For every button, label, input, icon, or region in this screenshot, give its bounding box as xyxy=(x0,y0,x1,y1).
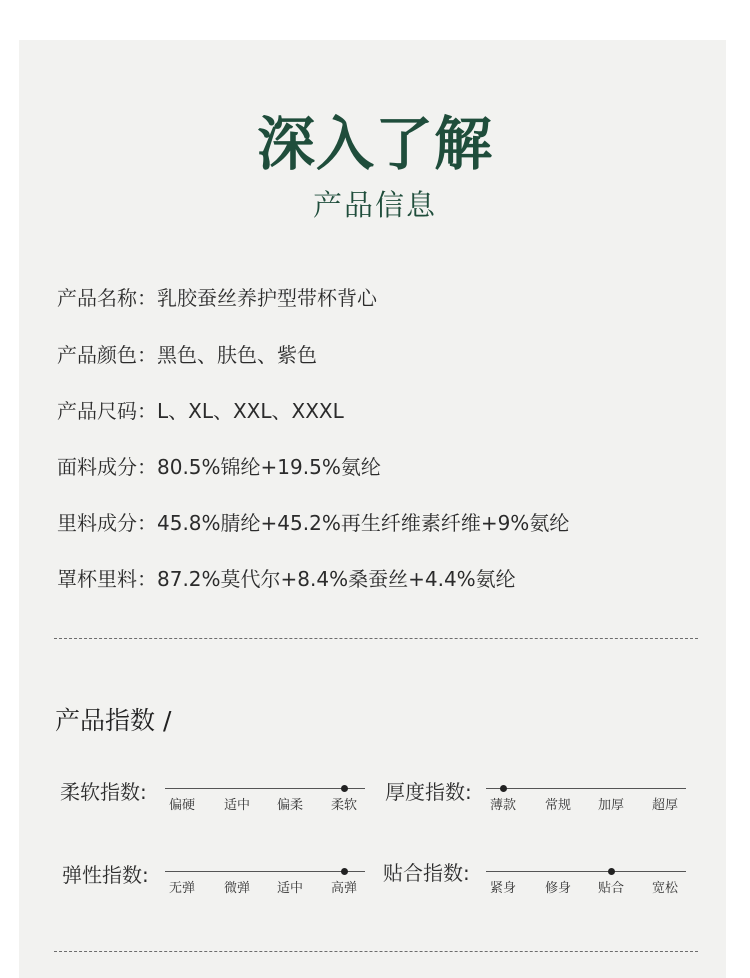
scale-option: 超厚 xyxy=(651,798,678,813)
scale-option: 无弹 xyxy=(168,881,195,896)
index-label-fit: 贴合指数: xyxy=(383,861,470,885)
info-row-fabric xyxy=(57,453,381,481)
scale-option: 微弹 xyxy=(223,881,250,896)
info-value: 87.2%莫代尔+8.4%桑蚕丝+4.4%氨纶 xyxy=(157,567,516,591)
scale-option: 常规 xyxy=(544,798,571,813)
page-subtitle: 产品信息 xyxy=(312,188,437,222)
scale-option: 贴合 xyxy=(597,881,624,896)
scale-track xyxy=(165,871,365,872)
info-row-name xyxy=(57,284,377,312)
scale-option: 修身 xyxy=(544,881,571,896)
info-value: L、XL、XXL、XXXL xyxy=(157,399,344,423)
softness-scale xyxy=(165,785,365,815)
index-label-softness: 柔软指数: xyxy=(60,780,147,804)
scale-marker xyxy=(500,785,507,792)
scale-track xyxy=(486,871,686,872)
scale-marker xyxy=(341,785,348,792)
info-label: 产品尺码： xyxy=(57,399,157,423)
info-label: 产品名称： xyxy=(57,286,157,310)
scale-track xyxy=(165,788,365,789)
scale-option: 适中 xyxy=(223,798,250,813)
info-row-cup-lining xyxy=(57,565,516,593)
scale-option: 加厚 xyxy=(597,798,624,813)
scale-track xyxy=(486,788,686,789)
info-label: 面料成分： xyxy=(57,455,157,479)
info-label: 产品颜色： xyxy=(57,343,157,367)
scale-option: 紧身 xyxy=(489,881,516,896)
scale-marker xyxy=(608,868,615,875)
fit-scale xyxy=(486,868,686,898)
scale-option: 偏硬 xyxy=(168,798,195,813)
index-label-elasticity: 弹性指数: xyxy=(62,863,149,887)
info-value: 45.8%腈纶+45.2%再生纤维素纤维+9%氨纶 xyxy=(157,511,570,535)
elasticity-scale xyxy=(165,868,365,898)
info-label: 罩杯里料： xyxy=(57,567,157,591)
section-title: 产品指数 / xyxy=(55,706,172,735)
scale-option: 高弹 xyxy=(330,881,357,896)
scale-option: 偏柔 xyxy=(276,798,303,813)
info-row-size xyxy=(57,397,344,425)
info-value: 黑色、肤色、紫色 xyxy=(157,343,317,367)
info-label: 里料成分： xyxy=(57,511,157,535)
page-title: 深入了解 xyxy=(256,110,493,178)
scale-option: 适中 xyxy=(276,881,303,896)
thickness-scale xyxy=(486,785,686,815)
info-value: 乳胶蚕丝养护型带杯背心 xyxy=(157,286,377,310)
info-row-color xyxy=(57,341,317,369)
divider xyxy=(54,638,698,639)
divider xyxy=(54,951,698,952)
scale-marker xyxy=(341,868,348,875)
info-row-lining xyxy=(57,509,569,537)
index-label-thickness: 厚度指数: xyxy=(385,780,472,804)
info-value: 80.5%锦纶+19.5%氨纶 xyxy=(157,455,381,479)
scale-option: 柔软 xyxy=(330,798,357,813)
scale-option: 宽松 xyxy=(651,881,678,896)
scale-option: 薄款 xyxy=(489,798,516,813)
